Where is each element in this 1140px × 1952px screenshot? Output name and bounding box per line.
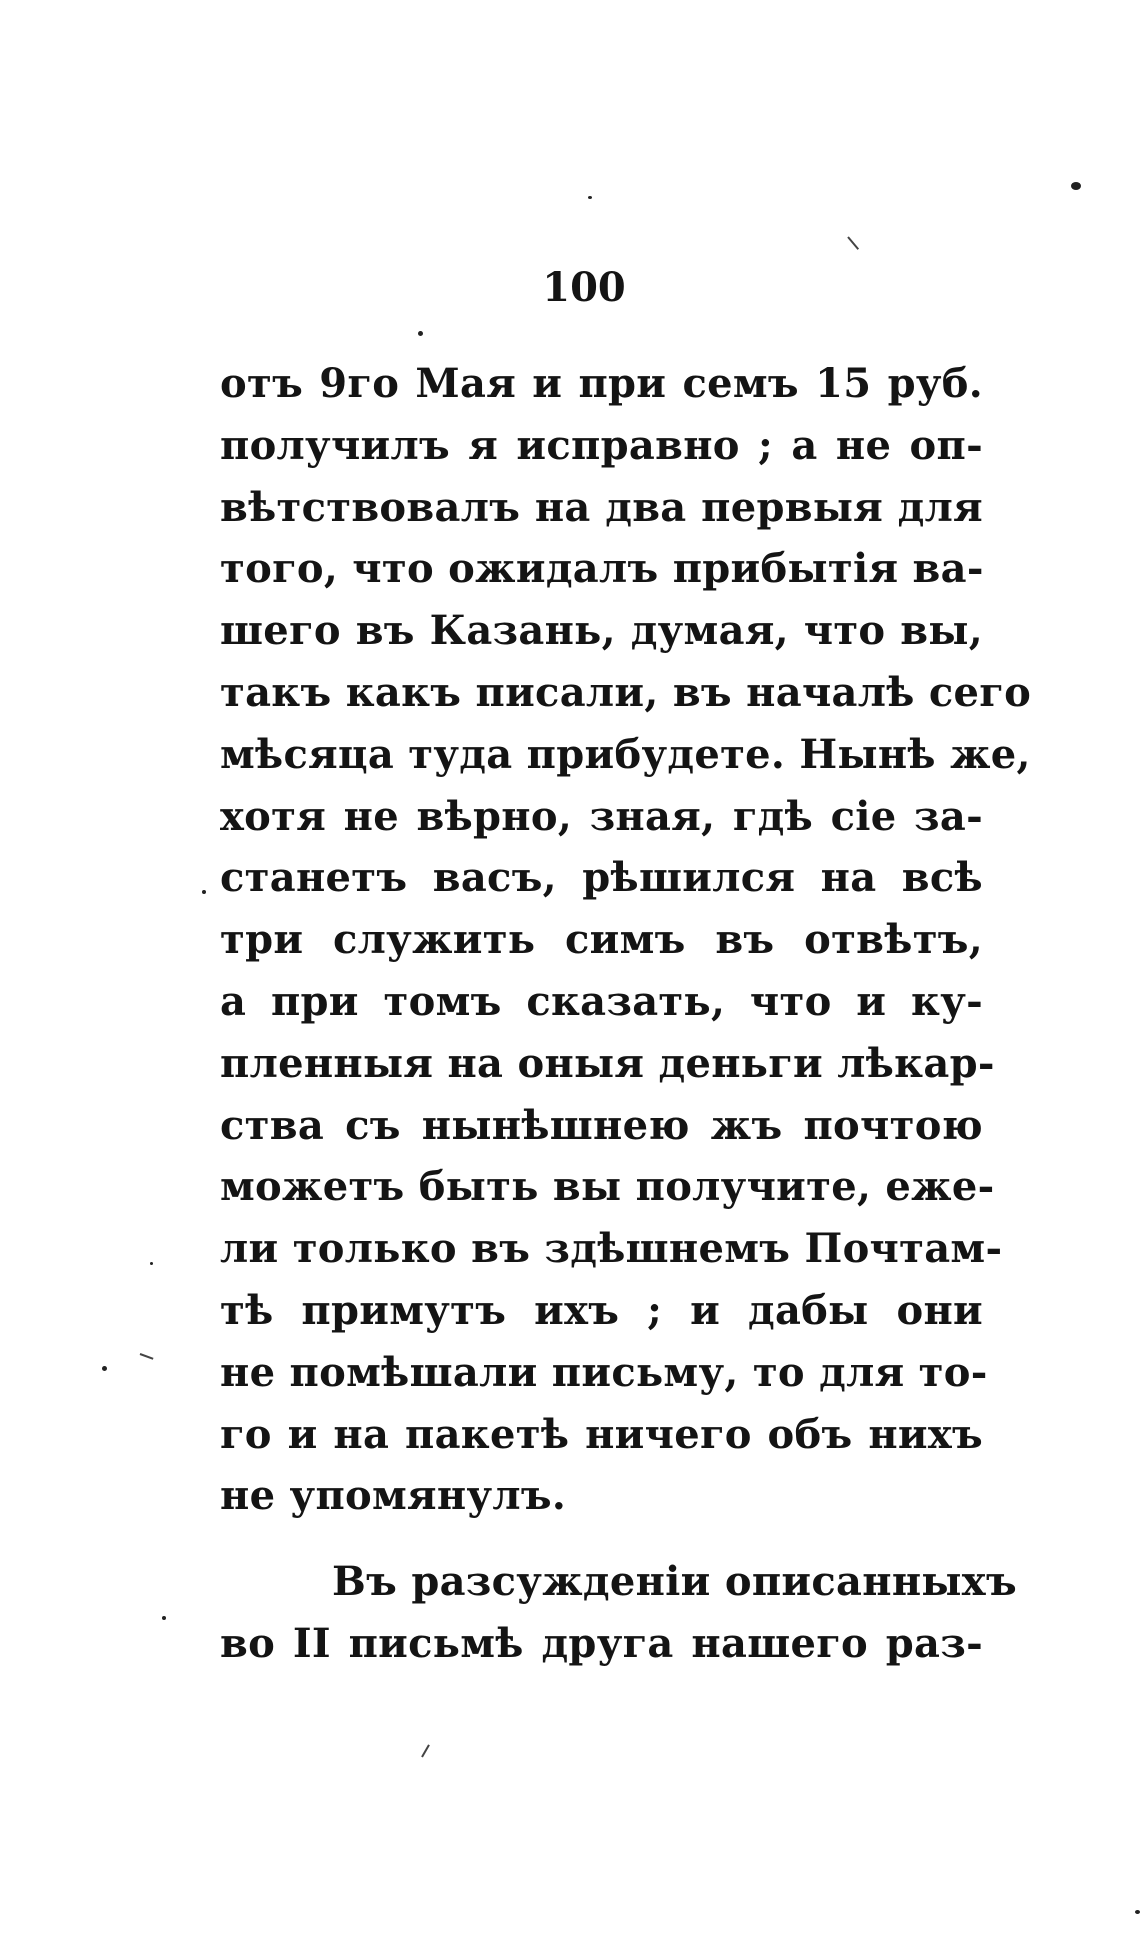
scan-scratch [140, 1353, 154, 1360]
text-line: хотя не вѣрно, зная, гдѣ сіе за- [220, 792, 983, 840]
scan-speck [162, 1616, 166, 1620]
text-line: получилъ я исправно ; а не оп- [220, 421, 983, 469]
scan-speck [202, 890, 206, 894]
text-line: вѣтствовалъ на два первыя для [220, 483, 983, 531]
scan-speck [418, 331, 423, 336]
paragraph-start-line: Въ разсужденіи описанныхъ [332, 1558, 1017, 1606]
text-line: тѣ примутъ ихъ ; и дабы они [220, 1286, 983, 1334]
body-text [220, 353, 1032, 1675]
text-line: мѣсяца туда прибудете. Нынѣ же, [220, 730, 1031, 778]
text-line: а при томъ сказать, что и ку- [220, 977, 983, 1025]
text-line: такъ какъ писали, въ началѣ сего [220, 668, 1032, 716]
text-line: шего въ Казань, думая, что вы, [220, 607, 983, 655]
scan-speck [1071, 182, 1081, 190]
text-line: того, что ожидалъ прибытія ва- [220, 545, 984, 593]
text-line: не помѣшали письму, то для то- [220, 1348, 988, 1396]
text-line: отъ 9го Мая и при семъ 15 руб. [220, 360, 983, 407]
text-line: не упомянулъ. [220, 1472, 567, 1520]
text-line: станетъ васъ, рѣшился на всѣ [220, 854, 983, 902]
text-line: ства съ нынѣшнею жъ почтою [220, 1101, 983, 1149]
scan-scratch [847, 236, 859, 250]
scan-speck [150, 1262, 153, 1265]
scan-speck [588, 196, 592, 199]
scan-speck [102, 1366, 107, 1371]
text-line: пленныя на оныя деньги лѣкар- [220, 1039, 995, 1087]
scan-scratch [421, 1744, 430, 1757]
text-line: го и на пакетѣ ничего объ нихъ [220, 1410, 983, 1458]
page-number: 100 [542, 264, 626, 311]
text-line: три служить симъ въ отвѣтъ, [220, 916, 983, 964]
text-line: ли только въ здѣшнемъ Почтам- [220, 1225, 1003, 1273]
text-line: во II письмѣ друга нашего раз- [220, 1619, 983, 1667]
text-line: можетъ быть вы получите, еже- [220, 1163, 995, 1211]
scan-speck [1135, 1910, 1140, 1914]
